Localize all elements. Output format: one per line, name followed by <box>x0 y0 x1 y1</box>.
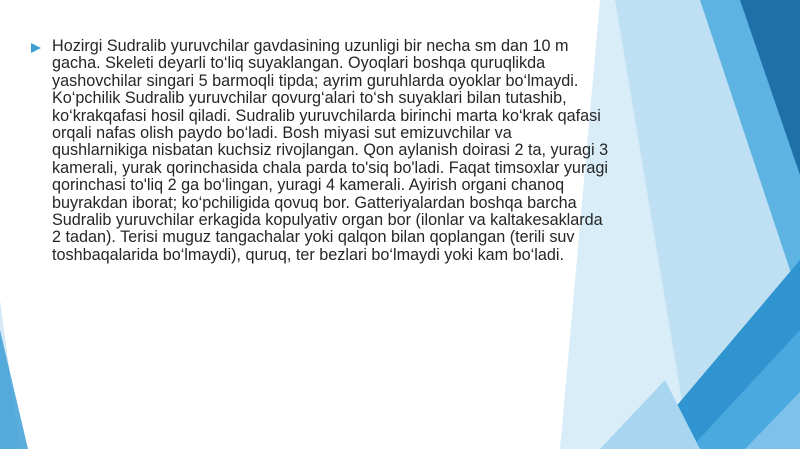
bullet-item <box>30 38 610 264</box>
bullet-text: Hozirgi Sudralib yuruvchilar gavdasining uzunligi bir necha sm dan 10 m gacha. Skeleti deyarli to‘liq suyaklangan. Oyoqlari boshqa quruqlikda yashovchilar singari 5 barmoqli tipda; ayrim guruhlarda oyoklar bo‘lmaydi. Ko‘pchilik Sudralib yuruvchilar qovurg‘alari to‘sh suyaklari bilan tutashib, ko‘krakqafasi hosil qiladi. Sudralib yuruvchilarda birinchi marta ko‘krak qafasi orqali nafas olish paydo bo‘ladi. Bosh miyasi sut emizuvchilar va qushlarnikiga nisbatan kuchsiz rivojlangan. Qon aylanish doirasi 2 ta, yuragi 3 kamerali, yurak qorinchasida chala parda to'siq bo'ladi. Faqat timsoxlar yuragi qorinchasi to'liq 2 ga bo‘lingan, yuragi 4 kamerali. Ayirish organi chanoq buyrakdan iborat; ko‘pchiligida qovuq bor. Gatteriyalardan boshqa barcha Sudralib yuruvchilar erkagida kopulyativ organ bor (ilonlar va kaltakesaklarda 2 tadan). Terisi muguz tangachalar yoki qalqon bilan qoplangan (terili suv toshbaqalarida bo‘lmaydi), quruq, ter bezlari bo‘lmaydi yoki kam bo‘ladi. <box>52 37 609 264</box>
triangle-bullet-icon <box>30 38 52 59</box>
left-facet-blue <box>0 330 28 449</box>
slide-content <box>30 38 610 264</box>
